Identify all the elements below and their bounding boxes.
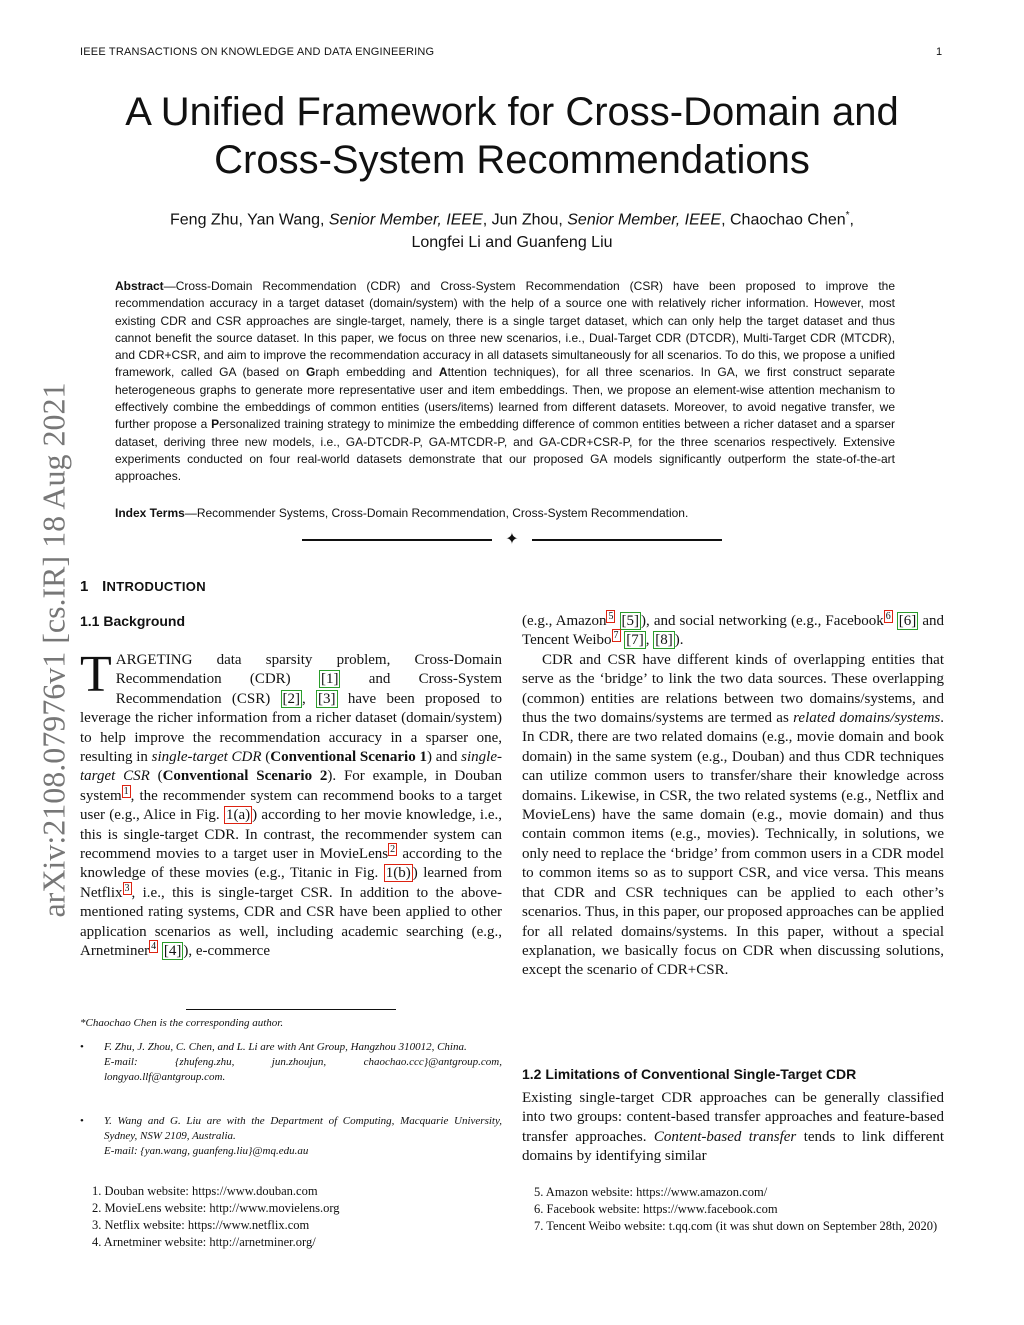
abstract-bold-letter: P xyxy=(211,417,220,432)
author-line-2: Longfei Li and Guanfeng Liu xyxy=(411,234,613,252)
emphasis: related domains/systems xyxy=(793,710,941,727)
affiliation-email: E-mail: {yan.wang, guanfeng.liu}@mq.edu.au xyxy=(104,1145,309,1157)
text: , xyxy=(645,632,654,649)
authors-part: Feng Zhu, Yan Wang, xyxy=(170,211,329,229)
limitations-text xyxy=(522,1089,944,1167)
emphasis: single-target CSR xyxy=(80,749,502,785)
footnote-item: 3. Netflix website: https://www.netflix.com xyxy=(92,1218,310,1232)
section-divider xyxy=(302,531,722,549)
figure-link[interactable]: 1(b) xyxy=(385,865,411,882)
authors-part: , Jun Zhou, xyxy=(482,211,568,229)
index-terms xyxy=(115,505,895,522)
affiliation-line: Y. Wang and G. Liu are with the Department of Computing, Macquarie University, Sydney, NSW 2109, Australia. xyxy=(104,1115,502,1142)
author-role: Senior Member, IEEE xyxy=(567,211,722,229)
bullet-icon: • xyxy=(80,1115,84,1127)
footnote-link[interactable]: 2 xyxy=(390,844,396,856)
footnote-link[interactable]: 5 xyxy=(608,611,614,622)
abstract-text: ttention techniques), for all three scenarios. In GA, we first construct separate heterogeneous graphs to generate more representative user and item embeddings. Then, we propose an element-wise attention mechanism to effectively combine the embeddings of common entities (users/items) learned from different datasets. Moreover, to avoid negative transfer, we further propose a xyxy=(115,365,895,432)
emphasis: single-target CDR xyxy=(151,749,262,766)
title-line-1: A Unified Framework for Cross-Domain and xyxy=(125,90,899,134)
abstract-bold-letter: A xyxy=(438,365,448,380)
footnote-link[interactable]: 1 xyxy=(123,785,129,797)
footnote-item: 2. MovieLens website: http://www.movielens.org xyxy=(92,1201,340,1215)
citation-link[interactable]: [8] xyxy=(655,632,673,649)
corresponding-mark: * xyxy=(845,210,850,221)
text: data sparsity problem, Cross-Domain Recommendation (CDR) xyxy=(115,652,502,688)
citation-link[interactable]: [5] xyxy=(621,613,640,629)
affiliation-email: E-mail: {zhufeng.zhu, jun.zhoujun, chaochao.ccc}@antgroup.com, longyao.llf@antgroup.com. xyxy=(104,1056,502,1083)
author-line-1 xyxy=(60,204,964,231)
footnote-link[interactable]: 6 xyxy=(885,611,891,622)
footnote-link[interactable]: 3 xyxy=(124,882,130,894)
affiliation-item xyxy=(80,1040,502,1085)
citation-link[interactable]: [3] xyxy=(318,690,336,707)
paper-title xyxy=(60,88,964,184)
section-number: 1 xyxy=(80,578,89,595)
footnote-item: 1. Douban website: https://www.douban.com xyxy=(92,1184,318,1198)
text: . In CDR, there are two related domains (e.g., movie domain and book domain) in the same system (e.g., Douban) and thus CDR techniques can utilize common users to transfer/share their knowledge across domains. Likewise, in CSR, the two related systems (e.g., Netflix and MovieLens) have the same domain (e.g., movie domain) and thus contain common items (e.g., movies). Technically, in solutions, we only need to replace the ‘bridge’ from common users in a CDR model to common items so as to support CSR, and vice versa. This means that CDR and CSR techniques can be applied to each other’s scenarios. Thus, in this paper, our proposed approaches can be applied for all related domains/systems. In this paper, without a special explanation, we basically focus on CDR when discussing solutions, except the scenario of CDR+CSR. xyxy=(522,710,944,979)
citation-link[interactable]: [4] xyxy=(163,943,182,960)
section-title-rest: NTRODUCTION xyxy=(106,579,206,594)
footnotes-left xyxy=(92,1183,502,1251)
text: and Tencent Weibo xyxy=(522,613,945,649)
text: (e.g., Amazon xyxy=(522,613,607,629)
text: , the recommender system can recommend books to a target user (e.g., Alice in Fig. xyxy=(80,787,502,824)
author-role: Senior Member, IEEE xyxy=(328,211,483,229)
text: ), e-commerce xyxy=(183,943,270,960)
divider-line xyxy=(532,539,722,541)
text: Existing single-target CDR approaches can be generally classified into two groups: content-based transfer approaches and feature-based transfer approaches. xyxy=(522,1090,944,1145)
text: ). For example, in Douban system xyxy=(80,768,502,804)
emphasis: Content-based transfer xyxy=(653,1128,797,1145)
text: tends to link different domains by identifying similar xyxy=(522,1128,944,1165)
affiliation-line: F. Zhu, J. Zhou, C. Chen, and L. Li are with Ant Group, Hangzhou 310012, China. xyxy=(104,1041,467,1053)
subsection-heading: 1.2 Limitations of Conventional Single-Target CDR xyxy=(522,1066,857,1082)
subsection-heading: 1.1 Background xyxy=(80,613,186,629)
footnote-link[interactable]: 4 xyxy=(151,941,157,953)
abstract-text: raph embedding and xyxy=(315,365,439,380)
bold-term: Conventional Scenario 2 xyxy=(162,768,328,785)
authors-part: , xyxy=(849,211,854,229)
text: ). xyxy=(674,632,684,649)
text: have been proposed to leverage the richer information from a richer dataset (domain/system) to help improve the recommendation accuracy in a sparser one, resulting in xyxy=(80,690,502,766)
running-header: IEEE TRANSACTIONS ON KNOWLEDGE AND DATA ENGINEERING xyxy=(80,46,435,58)
right-column-text xyxy=(522,612,944,981)
citation-link[interactable]: [2] xyxy=(282,690,300,707)
divider-line xyxy=(302,539,492,541)
authors-part: , Chaochao Chen xyxy=(721,211,846,229)
index-terms-text: —Recommender Systems, Cross-Domain Recommendation, Cross-System Recommendation. xyxy=(184,506,689,520)
bold-term: Conventional Scenario 1 xyxy=(270,749,427,766)
citation-link[interactable]: [7] xyxy=(626,632,644,649)
text: CDR and CSR have different kinds of overlapping entities that serve as the ‘bridge’ to link the two data sources. These overlapping (common) entities are relations between two domains/systems, and thus the two domains/systems are termed as xyxy=(522,651,944,727)
text: , xyxy=(302,690,317,707)
abstract-bold-letter: G xyxy=(306,365,316,380)
text: ) according to her movie knowledge, i.e., this is single-target CDR. In contrast, the recommender system can recommend movies to a target user in MovieLens xyxy=(80,807,502,863)
text: , i.e., this is single-target CSR. In addition to the above-mentioned rating systems, CDR and CSR have been applied to other application scenarios as well, including academic searching (e.g., Arnetminer xyxy=(80,884,502,960)
figure-link[interactable]: 1(a) xyxy=(225,807,251,824)
text: ) and xyxy=(426,749,462,766)
affiliation-item xyxy=(80,1114,502,1159)
footnote-item: 6. Facebook website: https://www.facebook.com xyxy=(534,1202,778,1216)
citation-link[interactable]: [1] xyxy=(320,671,339,688)
footnotes-right xyxy=(522,1184,944,1235)
footnote-item: 7. Tencent Weibo website: t.qq.com (it was shut down on September 28th, 2020) xyxy=(534,1219,938,1233)
text: ( xyxy=(261,749,271,766)
title-line-2: Cross-System Recommendations xyxy=(214,138,810,182)
section-heading xyxy=(80,578,502,595)
text: ( xyxy=(149,768,163,785)
abstract xyxy=(115,278,895,486)
footnote-rule xyxy=(186,1009,396,1010)
abstract-text: ersonalized training strategy to minimize the embedding difference of common entities between a richer dataset and a sparser dataset, deriving three new models, i.e., GA-DTCDR-P, GA-MTCDR-P, and GA-CDR+CSR-P, for the three scenarios respectively. Extensive experiments conducted on four real-world datasets demonstrate that our proposed GA models significantly outperform the state-of-the-art approaches. xyxy=(115,417,895,484)
footnote-link[interactable]: 7 xyxy=(613,630,619,642)
footnote-item: 4. Arnetminer website: http://arnetminer.org/ xyxy=(92,1235,316,1249)
text: and Cross-System Recommendation (CSR) xyxy=(115,671,502,707)
footnote-item: 5. Amazon website: https://www.amazon.com/ xyxy=(534,1185,768,1199)
index-terms-label: Index Terms xyxy=(115,506,185,520)
arxiv-side-label xyxy=(34,360,74,940)
text xyxy=(615,613,619,629)
citation-link[interactable]: [6] xyxy=(898,613,917,629)
abstract-label: Abstract xyxy=(115,279,164,293)
text: according to the knowledge of these movies (e.g., Titanic in Fig. xyxy=(80,846,503,882)
arxiv-identifier: arXiv:2108.07976v1 [cs.IR] 18 Aug 2021 xyxy=(35,382,72,918)
divider-star-icon: ✦ xyxy=(505,531,519,548)
smallcaps-word: ARGETING xyxy=(115,652,193,668)
left-column-text xyxy=(80,646,503,962)
paragraph xyxy=(522,612,944,651)
abstract-text: —Cross-Domain Recommendation (CDR) and Cross-System Recommendation (CSR) have been proposed to improve the recommendation accuracy in a target dataset (domain/system) with the help of a source one with relatively richer information. However, most existing CDR and CSR approaches are single-target, namely, there is a single target dataset, which can only help the target dataset and thus cannot benefit the source dataset. In this paper, we focus on three new scenarios, i.e., Dual-Target CDR (DTCDR), Multi-Target CDR (MTCDR), and CDR+CSR, and aim to improve the recommendation accuracy in all datasets simultaneously for all scenarios. To do this, we propose a unified framework, called GA (based on xyxy=(115,279,895,380)
drop-cap: T xyxy=(80,646,112,703)
text: ), and social networking (e.g., Facebook xyxy=(641,613,884,629)
paragraph xyxy=(522,651,944,981)
author-list xyxy=(60,204,964,254)
text: ) learned from Netflix xyxy=(80,865,502,901)
section-title-initial: I xyxy=(102,578,107,595)
bullet-icon: • xyxy=(80,1041,84,1053)
corresponding-author-note: *Chaochao Chen is the corresponding author. xyxy=(80,1017,284,1029)
page-number: 1 xyxy=(936,46,943,58)
